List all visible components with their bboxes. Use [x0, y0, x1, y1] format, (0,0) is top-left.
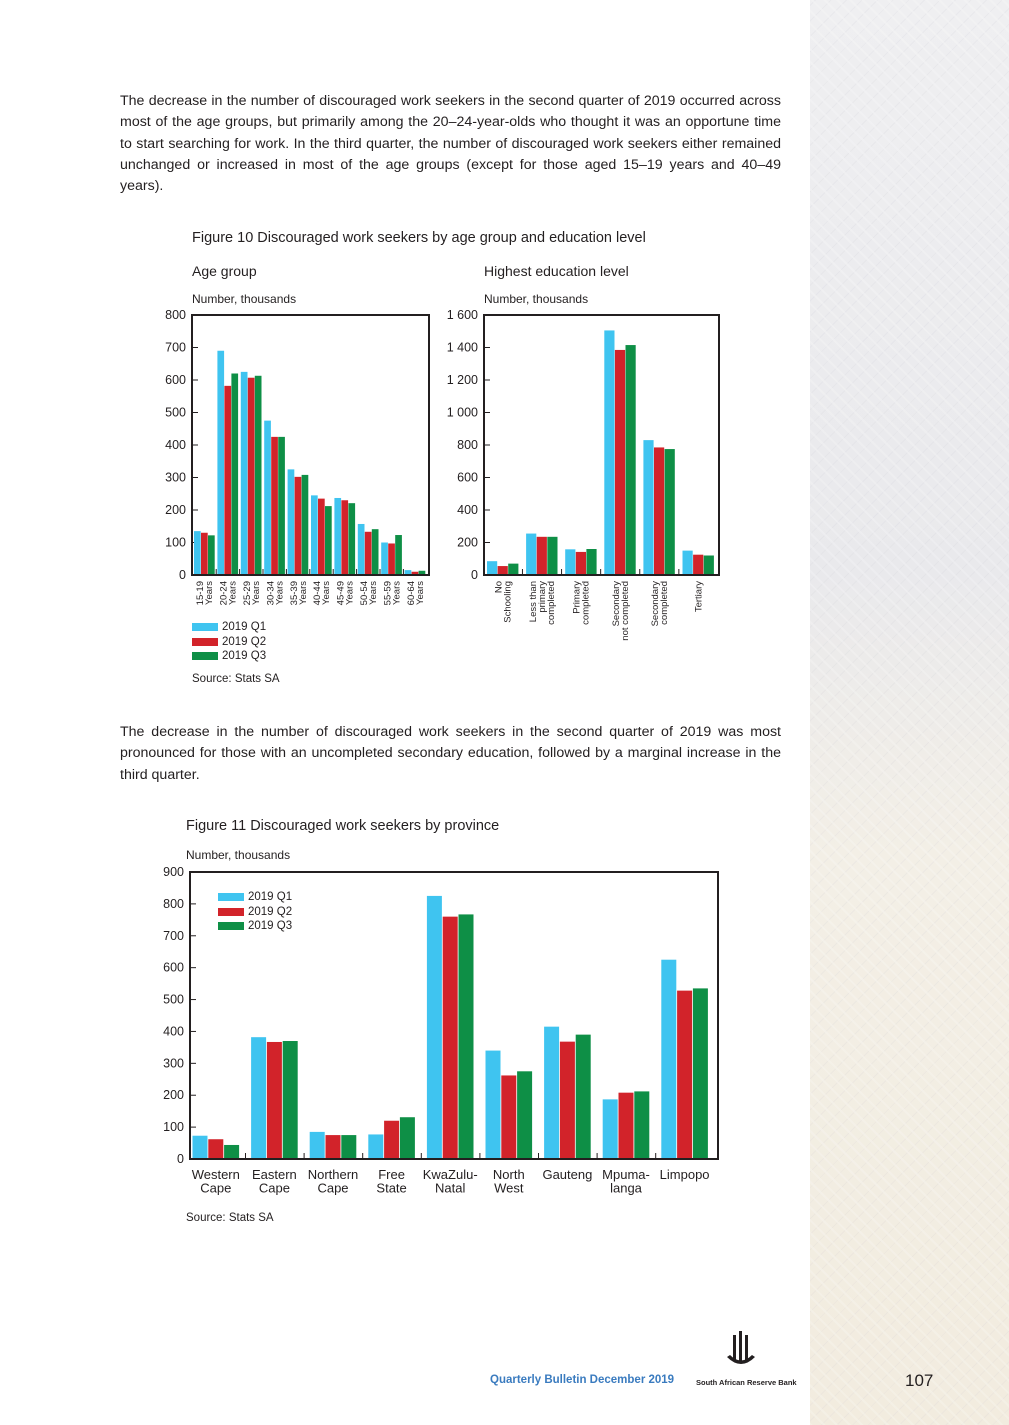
x-tick-label-line: Years: [344, 581, 356, 605]
bar-2019-q1: [334, 498, 341, 575]
bar-2019-q1: [486, 1051, 501, 1159]
figure-10-source: Source: Stats SA: [192, 673, 280, 685]
bar-2019-q3: [626, 345, 636, 575]
bar-2019-q2: [443, 917, 458, 1159]
x-tick-label: [528, 581, 557, 625]
x-tick-label-line: 15-19: [195, 581, 207, 606]
x-tick-label: [265, 581, 285, 606]
bar-2019-q1: [603, 1099, 618, 1159]
bar-2019-q1: [217, 351, 224, 575]
x-tick-label-line: 25-29: [241, 581, 253, 606]
legend-label: 2019 Q1: [248, 891, 293, 904]
bar-2019-q1: [661, 960, 676, 1159]
x-tick-label-line: completed: [546, 581, 558, 625]
x-tick-label-line: Tertiary: [693, 581, 705, 613]
bar-2019-q2: [201, 533, 208, 575]
legend-item: [218, 890, 292, 905]
education-chart-title: Highest education level: [484, 263, 629, 279]
bar-2019-q3: [693, 988, 708, 1159]
bar-2019-q3: [348, 503, 355, 575]
x-tick-label-line: Years: [204, 581, 216, 605]
legend-swatch-q2: [218, 908, 244, 916]
x-tick-label-line: completed: [580, 581, 592, 625]
bar-2019-q1: [604, 330, 614, 575]
y-tick-label: 0: [177, 1152, 184, 1166]
x-tick-label-line: Years: [227, 581, 239, 605]
bar-2019-q2: [224, 386, 231, 575]
x-tick-label-line: completed: [658, 581, 670, 625]
bar-2019-q1: [544, 1027, 559, 1159]
x-tick-label: Limpopo: [659, 1167, 710, 1182]
x-tick-label: Western: [191, 1167, 240, 1182]
bar-2019-q3: [400, 1117, 415, 1159]
x-tick-label-line: Years: [274, 581, 286, 605]
x-tick-label: Cape: [200, 1180, 232, 1196]
reserve-bank-logo-icon: [724, 1331, 758, 1371]
x-tick-label: Cape: [258, 1180, 290, 1196]
figure-11-legend: [218, 890, 292, 934]
x-tick-label-line: Less than: [528, 581, 540, 623]
bar-2019-q3: [208, 535, 215, 575]
bar-2019-q3: [459, 914, 474, 1159]
bar-2019-q1: [526, 534, 536, 575]
figure-11-source: Source: Stats SA: [186, 1212, 274, 1224]
x-tick-label-line: Schooling: [502, 581, 514, 623]
y-tick-label: 700: [163, 928, 184, 943]
bar-2019-q1: [565, 549, 575, 575]
bar-2019-q1: [683, 551, 693, 575]
y-tick-label: 500: [165, 405, 186, 420]
y-tick-label: 200: [165, 503, 186, 517]
y-tick-label: 200: [163, 1088, 184, 1103]
x-tick-label-line: No: [493, 581, 505, 594]
x-tick-label: [650, 581, 670, 627]
bar-2019-q3: [341, 1135, 356, 1159]
age-group-chart: [150, 300, 450, 640]
bar-2019-q3: [283, 1041, 298, 1159]
bar-2019-q2: [576, 552, 586, 575]
bar-2019-q3: [586, 549, 596, 575]
bar-2019-q3: [325, 506, 332, 575]
bar-2019-q2: [501, 1075, 516, 1159]
bar-2019-q1: [381, 543, 388, 576]
y-tick-label: 100: [163, 1120, 184, 1135]
bar-2019-q2: [365, 532, 372, 575]
x-tick-label: [336, 581, 356, 606]
x-tick-label: [406, 581, 426, 606]
y-tick-label: 300: [165, 470, 186, 485]
y-tick-label: 900: [163, 865, 184, 879]
bar-2019-q3: [395, 535, 402, 575]
x-tick-label: [359, 581, 379, 606]
bar-2019-q2: [208, 1139, 223, 1159]
x-tick-label: Natal: [435, 1180, 466, 1196]
figure-10-title: Figure 10 Discouraged work seekers by age group and education level: [192, 230, 646, 246]
y-tick-label: 200: [457, 535, 478, 550]
x-tick-label-line: Years: [250, 581, 262, 605]
page-number: 107: [905, 1371, 934, 1390]
plot-frame: [484, 315, 719, 575]
legend-swatch-q3: [192, 652, 218, 660]
bar-2019-q2: [498, 566, 508, 575]
legend-swatch-q3: [218, 922, 244, 930]
publication-title: Quarterly Bulletin December 2019: [490, 1374, 675, 1386]
bar-2019-q1: [643, 440, 653, 575]
bar-2019-q2: [677, 991, 692, 1159]
x-tick-label: Gauteng: [542, 1167, 593, 1182]
y-tick-label: 400: [165, 438, 186, 452]
decorative-sidebar: [810, 0, 1009, 1425]
bar-2019-q2: [341, 500, 348, 575]
x-tick-label: [195, 581, 215, 606]
bar-2019-q2: [560, 1042, 575, 1159]
age-chart-title: Age group: [192, 263, 257, 279]
y-tick-label: 800: [165, 308, 186, 322]
legend-item: [192, 635, 266, 650]
x-tick-label-line: 55-59: [382, 581, 394, 606]
x-tick-label: [382, 581, 402, 606]
bar-2019-q3: [224, 1145, 239, 1159]
province-chart-unit: Number, thousands: [186, 848, 291, 862]
bar-2019-q2: [388, 543, 395, 575]
x-tick-label: Eastern: [251, 1167, 297, 1182]
x-tick-label: langa: [610, 1180, 642, 1196]
bar-2019-q2: [326, 1135, 341, 1159]
x-tick-label-line: Years: [367, 581, 379, 605]
education-chart-unit: Number, thousands: [484, 292, 589, 306]
bar-2019-q3: [576, 1035, 591, 1159]
legend-item: [218, 905, 292, 920]
x-tick-label: West: [494, 1180, 524, 1196]
bar-2019-q1: [311, 495, 318, 575]
legend-label: 2019 Q2: [248, 905, 293, 918]
bar-2019-q2: [267, 1042, 282, 1159]
x-tick-label-line: 45-49: [335, 581, 347, 606]
bar-2019-q2: [619, 1093, 634, 1159]
bar-2019-q2: [318, 499, 325, 575]
y-tick-label: 0: [179, 568, 186, 582]
y-tick-label: 1 200: [446, 373, 478, 387]
bar-2019-q2: [295, 477, 302, 575]
bar-2019-q1: [194, 531, 201, 575]
x-tick-label-line: 30-34: [265, 581, 277, 606]
legend-item: [218, 919, 292, 934]
y-tick-label: 300: [163, 1056, 184, 1071]
legend-label: 2019 Q3: [248, 920, 293, 933]
bar-2019-q1: [368, 1134, 383, 1159]
legend-swatch-q2: [192, 638, 218, 646]
legend-swatch-q1: [192, 623, 218, 631]
x-tick-label: Mpuma-: [602, 1167, 650, 1182]
legend-label: 2019 Q3: [222, 650, 267, 663]
education-level-chart: [430, 300, 730, 640]
x-tick-label-line: Years: [414, 581, 426, 605]
x-tick-label: Northern: [307, 1167, 359, 1182]
bar-2019-q3: [508, 564, 518, 575]
x-tick-label: KwaZulu-: [422, 1167, 478, 1182]
bar-2019-q1: [358, 524, 365, 575]
legend-label: 2019 Q1: [222, 621, 267, 634]
legend-label: 2019 Q2: [222, 635, 267, 648]
y-tick-label: 500: [163, 992, 184, 1007]
y-tick-label: 1 000: [446, 405, 478, 420]
y-tick-label: 400: [457, 503, 478, 517]
x-tick-label: [289, 581, 309, 606]
y-tick-label: 0: [471, 568, 478, 582]
figure-11-title: Figure 11 Discouraged work seekers by province: [186, 818, 500, 834]
legend-item: [192, 620, 266, 635]
bar-2019-q1: [288, 469, 295, 575]
x-tick-label-line: 60-64: [405, 581, 417, 606]
bar-2019-q2: [654, 447, 664, 575]
x-tick-label-line: 20-24: [218, 581, 230, 606]
y-tick-label: 600: [163, 960, 184, 975]
bar-2019-q3: [302, 475, 309, 575]
bar-2019-q2: [537, 537, 547, 575]
bar-2019-q3: [231, 374, 238, 576]
x-tick-label: [611, 581, 631, 641]
y-tick-label: 700: [165, 340, 186, 355]
bar-2019-q3: [372, 529, 379, 575]
x-tick-label-line: 50-54: [358, 581, 370, 606]
x-tick-label-line: Primary: [571, 581, 583, 614]
bar-2019-q2: [248, 378, 255, 575]
bar-2019-q2: [693, 555, 703, 575]
x-tick-label-line: Secondary: [649, 581, 661, 627]
bar-2019-q3: [517, 1071, 532, 1159]
bar-2019-q3: [665, 449, 675, 575]
x-tick-label-line: Years: [391, 581, 403, 605]
bar-2019-q2: [615, 350, 625, 575]
x-tick-label-line: not completed: [619, 581, 631, 641]
bar-2019-q1: [241, 372, 248, 575]
x-tick-label: North: [492, 1167, 525, 1182]
bar-2019-q1: [487, 561, 497, 575]
bar-2019-q1: [427, 896, 442, 1159]
bar-2019-q1: [264, 421, 271, 575]
x-tick-label-line: Years: [297, 581, 309, 605]
y-tick-label: 1 400: [446, 340, 478, 355]
figure-10-legend: [192, 620, 266, 664]
bar-2019-q3: [547, 537, 557, 575]
age-chart-unit: Number, thousands: [192, 292, 297, 306]
y-tick-label: 600: [165, 373, 186, 387]
y-tick-label: 400: [163, 1024, 184, 1039]
x-tick-label: [242, 581, 262, 606]
x-tick-label-line: Secondary: [610, 581, 622, 627]
paragraph-age-groups: The decrease in the number of discouraged work seekers in the second quarter of 2019 occurred across most of the age groups, but primarily among the 20–24-year-olds who thought it was an opportune time to start searching for work. In the third quarter, the number of discouraged work seekers either remained unchanged or increased in most of the age groups (except for those aged 15–19 years and 40–49 years).: [120, 93, 781, 195]
x-tick-label: [494, 581, 514, 623]
x-tick-label-line: 35-39: [288, 581, 300, 606]
y-tick-label: 800: [163, 896, 184, 911]
x-tick-label: [219, 581, 239, 606]
bar-2019-q2: [384, 1121, 399, 1159]
y-tick-label: 1 600: [446, 308, 478, 322]
x-tick-label: State: [376, 1180, 407, 1196]
x-tick-label: Cape: [317, 1180, 349, 1196]
y-tick-label: 800: [457, 438, 478, 452]
x-tick-label-line: primary: [537, 581, 549, 613]
bar-2019-q3: [255, 376, 262, 575]
legend-item: [192, 649, 266, 664]
bar-2019-q2: [271, 437, 278, 575]
bar-2019-q1: [310, 1132, 325, 1159]
bar-2019-q1: [251, 1037, 266, 1159]
y-tick-label: 600: [457, 470, 478, 485]
x-tick-label-line: Years: [321, 581, 333, 605]
bar-2019-q3: [278, 437, 285, 575]
bar-2019-q3: [634, 1091, 649, 1159]
y-tick-label: 100: [165, 535, 186, 550]
bank-name: South African Reserve Bank: [696, 1378, 797, 1387]
legend-swatch-q1: [218, 893, 244, 901]
x-tick-label: [312, 581, 332, 606]
bar-2019-q1: [193, 1136, 208, 1159]
x-tick-label-line: 40-44: [312, 581, 324, 606]
x-tick-label: [572, 581, 592, 625]
bar-2019-q3: [704, 556, 714, 576]
x-tick-label: Free: [378, 1167, 405, 1182]
paragraph-education: The decrease in the number of discouraged work seekers in the second quarter of 2019 was most pronounced for those with an uncompleted secondary education, followed by a marginal increase in the third quarter.: [120, 724, 781, 783]
x-tick-label: [694, 581, 705, 612]
